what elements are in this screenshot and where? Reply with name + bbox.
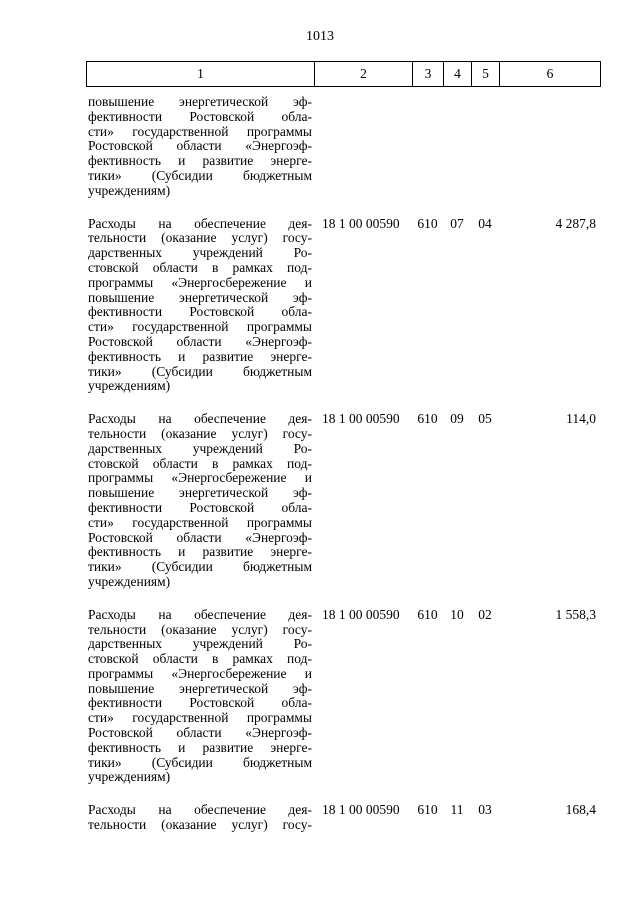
description-line: дарственных учреждений Ро- (88, 636, 312, 652)
description-cell (86, 412, 314, 590)
target-code-cell: 18 1 00 00590 (322, 606, 400, 622)
description-line: Ростовской области «Энергоэф- (88, 529, 312, 545)
description-line: фективность и развитие энерге- (88, 544, 312, 560)
subsection-cell: 03 (478, 802, 492, 818)
description-line: сти» государственной программы (88, 710, 312, 726)
row-spacer-cell (86, 394, 600, 412)
section-cell: 09 (450, 411, 464, 427)
description-cell (86, 217, 314, 395)
column-header: 5 (472, 62, 500, 87)
subsection-cell: 02 (478, 606, 492, 622)
target-code-cell (314, 95, 412, 199)
description-line: тельности (оказание услуг) госу- (88, 425, 312, 441)
description-line: фективность и развитие энерге- (88, 348, 312, 364)
description-line: повышение энергетической эф- (88, 485, 312, 501)
description-line: Расходы на обеспечение дея- (88, 802, 312, 818)
subsection-cell: 04 (478, 215, 492, 231)
description-line: повышение энергетической эф- (88, 289, 312, 305)
column-header: 1 (87, 62, 315, 87)
description-line: фективности Ростовской обла- (88, 695, 312, 711)
description-line: фективность и развитие энерге- (88, 739, 312, 755)
description-line: повышение энергетической эф- (88, 94, 312, 109)
amount-cell: 168,4 (565, 802, 596, 818)
section-cell (443, 95, 471, 199)
description-line: Расходы на обеспечение дея- (88, 411, 312, 427)
row-spacer (86, 199, 600, 217)
expense-type-cell: 610 (417, 802, 438, 818)
description-line: фективности Ростовской обла- (88, 499, 312, 515)
column-header-table (86, 61, 601, 87)
table-row (86, 95, 600, 199)
description-line: учреждениям) (88, 769, 171, 785)
amount-cell: 1 558,3 (555, 606, 596, 622)
table-row (86, 217, 600, 395)
description-cell (86, 608, 314, 786)
expense-type-cell: 610 (417, 215, 438, 231)
description-line: тельности (оказание услуг) госу- (88, 230, 312, 246)
section-cell: 11 (450, 802, 464, 818)
column-header: 6 (500, 62, 601, 87)
table-row (86, 412, 600, 590)
page-number: 1013 (306, 29, 334, 44)
description-line: программы «Энергосбережение и (88, 470, 312, 486)
description-line: программы «Энергосбережение и (88, 274, 312, 290)
target-code-cell: 18 1 00 00590 (322, 215, 400, 231)
row-spacer (86, 785, 600, 803)
description-line: учреждениям) (88, 573, 171, 589)
description-line: программы «Энергосбережение и (88, 665, 312, 681)
row-spacer-cell (86, 199, 600, 217)
column-header: 4 (444, 62, 472, 87)
description-line: Расходы на обеспечение дея- (88, 215, 312, 231)
description-line: Ростовской области «Энергоэф- (88, 333, 312, 349)
description-line: повышение энергетической эф- (88, 680, 312, 696)
expense-type-cell (412, 95, 443, 199)
description-line: сти» государственной программы (88, 123, 312, 139)
description-line: дарственных учреждений Ро- (88, 245, 312, 261)
expense-type-cell: 610 (417, 411, 438, 427)
description-line: фективности Ростовской обла- (88, 304, 312, 320)
description-line: тики» (Субсидии бюджетным (88, 363, 312, 379)
target-code-cell: 18 1 00 00590 (322, 411, 400, 427)
description-cell (86, 95, 314, 199)
description-line: тики» (Субсидии бюджетным (88, 559, 312, 575)
description-line: сти» государственной программы (88, 319, 312, 335)
target-code-cell: 18 1 00 00590 (322, 802, 400, 818)
description-cell (86, 803, 314, 833)
description-line: учреждениям) (88, 378, 171, 394)
amount-cell (499, 95, 600, 199)
table-row (86, 608, 600, 786)
description-line: Расходы на обеспечение дея- (88, 606, 312, 622)
description-line: тельности (оказание услуг) госу- (88, 817, 312, 833)
description-line: стовской области в рамках под- (88, 455, 312, 471)
row-spacer-cell (86, 785, 600, 803)
description-line: тики» (Субсидии бюджетным (88, 167, 312, 183)
section-cell: 07 (450, 215, 464, 231)
column-header: 3 (413, 62, 444, 87)
row-spacer (86, 394, 600, 412)
description-line: стовской области в рамках под- (88, 651, 312, 667)
description-line: тики» (Субсидии бюджетным (88, 754, 312, 770)
table-row (86, 803, 600, 833)
section-cell: 10 (450, 606, 464, 622)
row-spacer-cell (86, 590, 600, 608)
description-line: дарственных учреждений Ро- (88, 440, 312, 456)
description-line: тельности (оказание услуг) госу- (88, 621, 312, 637)
amount-cell: 4 287,8 (555, 215, 596, 231)
description-line: сти» государственной программы (88, 514, 312, 530)
description-line: стовской области в рамках под- (88, 259, 312, 275)
description-line: фективность и развитие энерге- (88, 153, 312, 169)
column-header: 2 (315, 62, 413, 87)
expense-type-cell: 610 (417, 606, 438, 622)
column-header-row (87, 62, 601, 87)
description-line: учреждениям) (88, 182, 171, 198)
amount-cell: 114,0 (566, 411, 596, 427)
description-line: Ростовской области «Энергоэф- (88, 138, 312, 154)
row-spacer (86, 590, 600, 608)
description-line: Ростовской области «Энергоэф- (88, 725, 312, 741)
subsection-cell (471, 95, 499, 199)
description-line: фективности Ростовской обла- (88, 108, 312, 124)
subsection-cell: 05 (478, 411, 492, 427)
budget-table (86, 95, 600, 833)
